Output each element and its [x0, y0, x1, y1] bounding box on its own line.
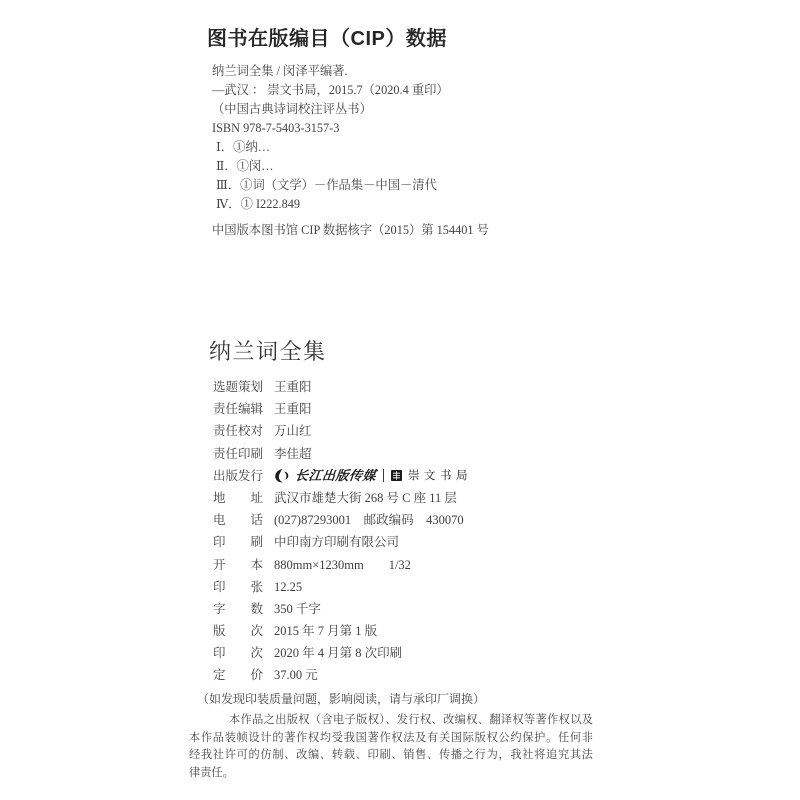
colophon-row-label: 印 次 [213, 646, 264, 661]
cip-line: —武汉 ： 崇文书局，2015.7（2020.4 重印） [212, 83, 449, 97]
colophon-row [213, 554, 472, 576]
colophon-row-label: 版 次 [213, 624, 264, 639]
colophon-row [213, 443, 472, 465]
colophon-row-value: 37.00 元 [274, 668, 318, 683]
colophon-row-value: 王重阳 [274, 402, 312, 417]
cip-line: Ⅱ．①闵… [216, 159, 274, 173]
colophon-row-label: 定 价 [213, 668, 264, 683]
cip-line: Ⅰ．①纳… [216, 140, 271, 154]
colophon-row-label: 印 张 [213, 579, 264, 594]
cip-line: Ⅲ．①词（文学）－作品集－中国－清代 [216, 178, 437, 192]
colophon-list [213, 376, 472, 687]
chongwen-seal-icon [391, 470, 402, 481]
colophon-row-label: 责任校对 [213, 424, 264, 439]
copyright-line: 本作品之出版权（含电子版权）、发行权、改编权、翻译权等著作权以及 [229, 714, 593, 726]
cip-line: （中国古典诗词校注评丛书） [212, 102, 372, 116]
colophon-row-value: 李佳超 [274, 446, 312, 461]
cip-line: Ⅳ．① I222.849 [216, 197, 301, 211]
copyright-line: 经我社许可的仿制、改编、转载、印刷、销售、传播之行为，我社将追究其法 [189, 749, 593, 762]
cip-line: ISBN 978-7-5403-3157-3 [212, 121, 340, 135]
colophon-row [213, 620, 472, 642]
changjiang-swoosh-icon [274, 469, 291, 483]
book-title: 纳兰词全集 [209, 339, 327, 364]
colophon-row [213, 598, 472, 620]
colophon-row-label: 开 本 [213, 557, 264, 572]
colophon-row-label: 地 址 [213, 490, 264, 505]
colophon-row [213, 642, 472, 664]
colophon-row-label: 责任编辑 [213, 402, 264, 417]
colophon-row [213, 664, 472, 686]
colophon-row-label: 电 话 [213, 513, 264, 528]
colophon-row-label: 印 刷 [213, 535, 264, 550]
cip-line: 纳兰词全集 / 闵泽平编著. [212, 64, 348, 78]
copyright-line: 本作品装帧设计的著作权均受我国著作权法及有关国际版权公约保护。任何非 [189, 731, 593, 744]
colophon-row-value: 880mm×1230mm 1/32 [274, 557, 411, 572]
colophon-row-label: 出版发行 [213, 468, 264, 483]
colophon-row [213, 487, 472, 509]
colophon-row [213, 398, 472, 420]
cip-block [212, 62, 449, 214]
colophon-row-value: 武汉市雄楚大街 268 号 C 座 11 层 [274, 490, 457, 505]
publisher-group-name: 长江出版传媒 [294, 467, 377, 483]
publisher-logo [274, 465, 472, 487]
cip-registration: 中国版本图书馆 CIP 数据核字（2015）第 154401 号 [212, 223, 489, 237]
colophon-row [213, 376, 472, 398]
colophon-row-value: (027)87293001 邮政编码 430070 [274, 513, 464, 528]
colophon-row-value: 王重阳 [274, 380, 312, 394]
colophon-row [213, 420, 472, 442]
colophon-row [213, 509, 472, 531]
quality-note: （如发现印装质量问题，影响阅读，请与承印厂调换） [197, 692, 486, 706]
colophon-row-label: 选题策划 [213, 380, 264, 394]
colophon-row-value: 12.25 [274, 579, 303, 594]
copyright-line: 律责任。 [189, 767, 234, 780]
colophon-row-label: 字 数 [213, 601, 264, 616]
logo-divider [383, 469, 384, 482]
cip-header: 图书在版编目（CIP）数据 [207, 28, 447, 50]
publisher-imprint-name: 崇文书局 [408, 469, 473, 482]
colophon-row-value: 2020 年 4 月第 8 次印刷 [274, 646, 403, 661]
colophon-row-label: 责任印刷 [213, 446, 264, 461]
colophon-row [213, 465, 472, 487]
colophon-row-value: 2015 年 7 月第 1 版 [274, 624, 378, 639]
colophon-row-value: 万山红 [274, 424, 312, 439]
colophon-row-value: 中印南方印刷有限公司 [274, 535, 400, 550]
colophon-row [213, 531, 472, 553]
copyright-notice [189, 712, 593, 783]
colophon-row-value: 350 千字 [274, 601, 321, 616]
colophon-row [213, 576, 472, 598]
